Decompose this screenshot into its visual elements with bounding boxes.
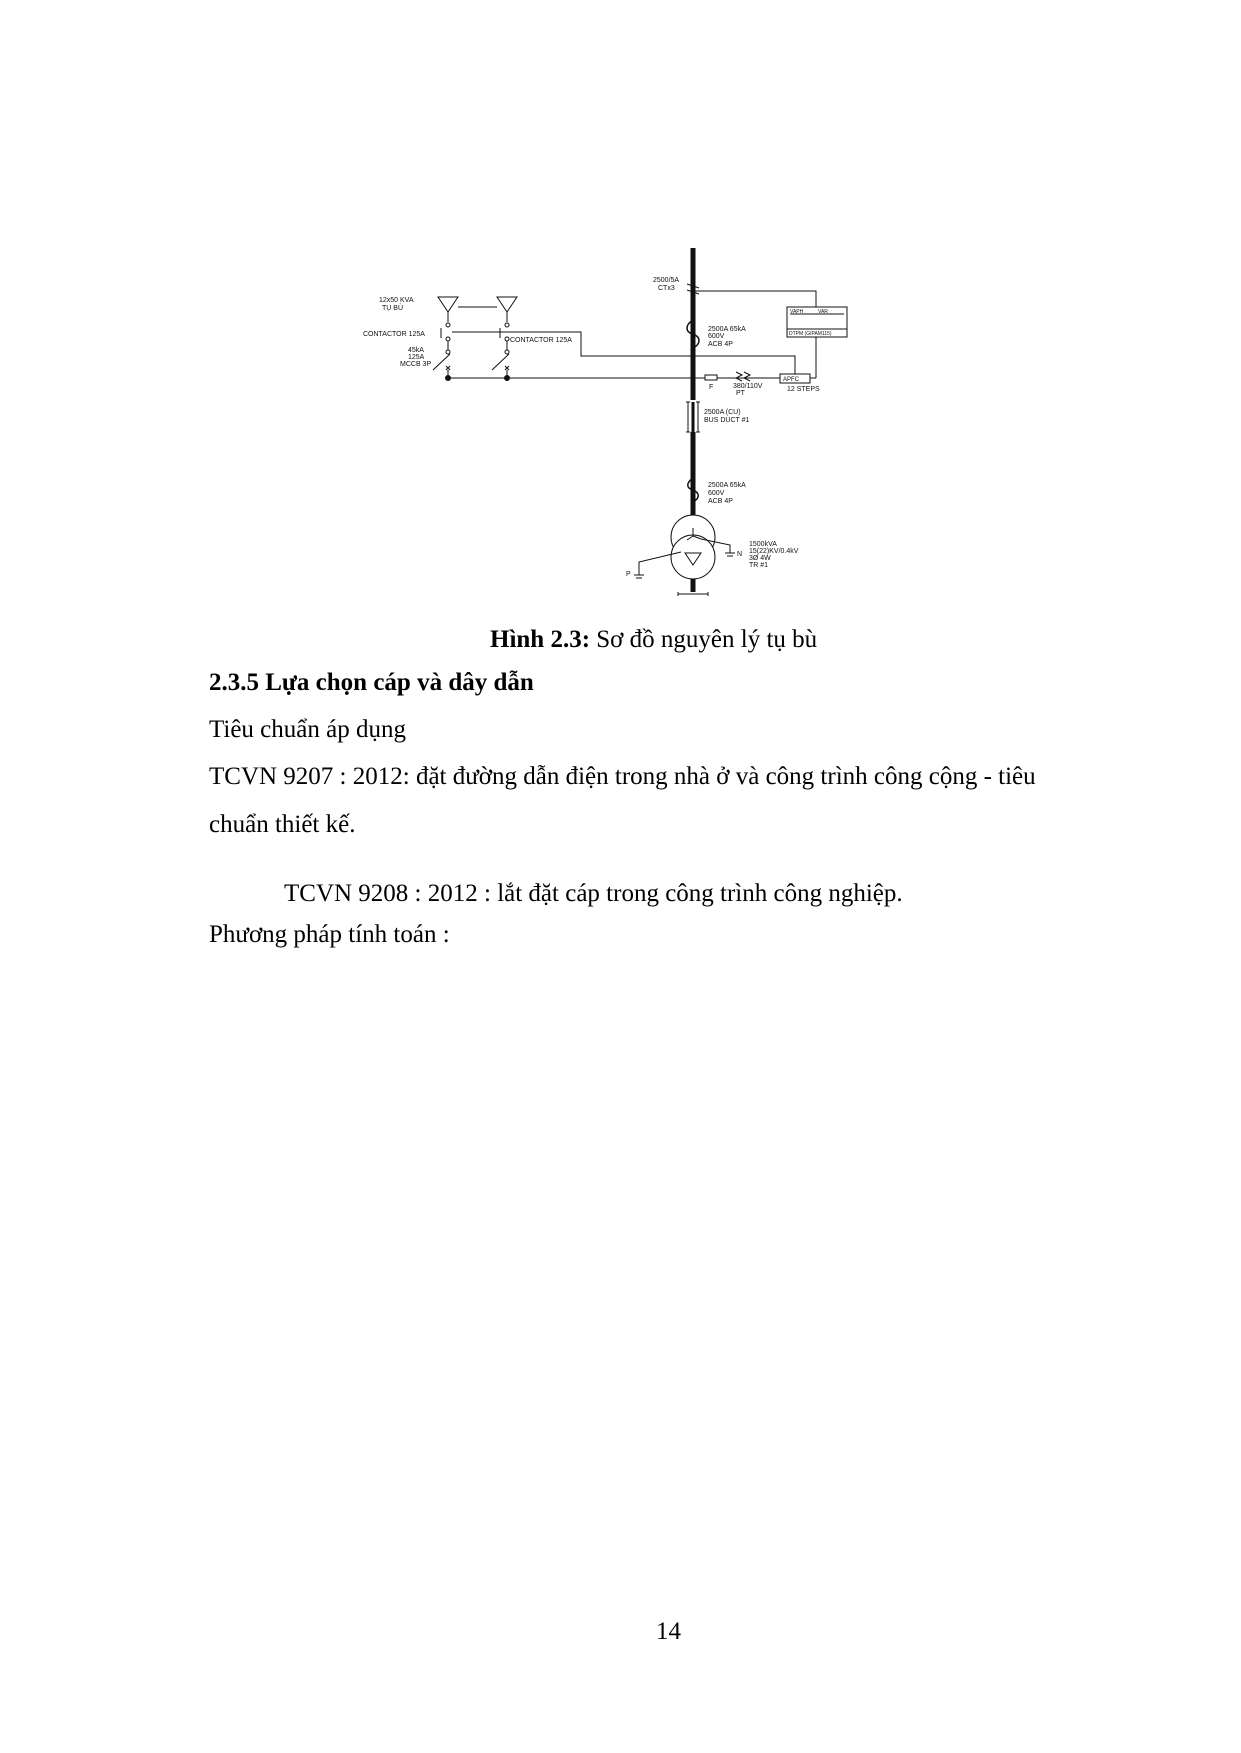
paragraph: TCVN 9208 : 2012 : lắt đặt cáp trong công trình công nghiệp. — [284, 880, 903, 907]
caption-text: Sơ đồ nguyên lý tụ bù — [590, 626, 818, 653]
caption-label: Hình 2.3: — [490, 626, 591, 653]
steps-label: 12 STEPS — [787, 386, 820, 393]
pt-label-2: PT — [736, 390, 745, 397]
mccb-label-2: 125A — [408, 354, 425, 361]
mccb-label-3: MCCB 3P — [400, 361, 432, 368]
paragraph: TCVN 9207 : 2012: đặt đường dẫn điện trong nhà ở và công trình công cộng - tiêu — [209, 763, 1036, 790]
transformer-label-4: TR #1 — [749, 562, 769, 569]
acb-1-label-2: 600V — [708, 333, 725, 340]
section-heading: 2.3.5 Lựa chọn cáp và dây dẫn — [209, 669, 534, 696]
ct-label: 2500/5A — [653, 277, 680, 284]
transformer-label-3: 3Ø 4W — [749, 555, 771, 562]
ground-p-label: P — [626, 571, 631, 578]
transformer-label-2: 15(22)KV/0.4kV — [749, 548, 799, 555]
paragraph: Tiêu chuẩn áp dụng — [209, 716, 406, 743]
fuse-label: F — [709, 384, 714, 391]
meter-label: DTPM (GIPAM115) — [789, 331, 832, 337]
capacitor-2-icon — [497, 297, 517, 312]
capacitor-label: 12x50 KVA — [379, 297, 414, 304]
acb-2-label-3: ACB 4P — [708, 498, 733, 505]
pt-label: 380/110V — [733, 383, 763, 390]
acb-2-label: 2500A 65kA — [708, 482, 746, 489]
acb-1-label-3: ACB 4P — [708, 341, 733, 348]
paragraph: chuẩn thiết kế. — [209, 811, 356, 838]
acb-2-label-2: 600V — [708, 490, 725, 497]
mccb-label-1: 45kA — [408, 347, 424, 354]
acb-1-label: 2500A 65kA — [708, 326, 746, 333]
ground-n-label: N — [737, 551, 743, 558]
transformer-label: 1500kVA — [749, 541, 777, 548]
figure-caption — [490, 627, 817, 652]
capacitor-compensation-schematic — [360, 240, 880, 610]
contactor-2-label: CONTACTOR 125A — [510, 337, 572, 344]
transformer-secondary — [671, 535, 715, 579]
bus-duct-label: 2500A (CU) — [704, 409, 741, 416]
meter-label-1: VAPH — [790, 309, 804, 315]
page-number: 14 — [656, 1618, 681, 1645]
capacitor-1-icon — [438, 297, 458, 312]
meter-label-2: VAR — [818, 309, 828, 315]
capacitor-label-2: TỤ BÙ — [382, 305, 403, 312]
paragraph: Phương pháp tính toán : — [209, 921, 450, 948]
ct-label-2: CTx3 — [658, 285, 675, 292]
apfc-label: APFC — [783, 377, 800, 383]
contactor-1-label: CONTACTOR 125A — [363, 331, 425, 338]
bus-duct-label-2: BUS DUCT #1 — [704, 417, 750, 424]
